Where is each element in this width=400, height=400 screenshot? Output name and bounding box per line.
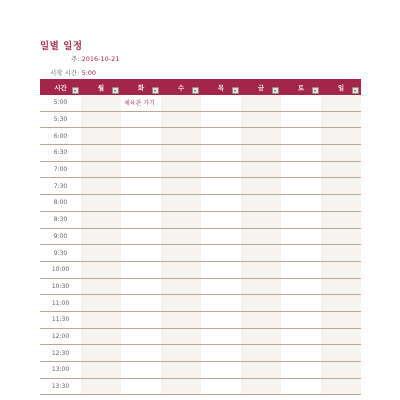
schedule-cell[interactable] [281,328,321,345]
schedule-cell[interactable] [281,195,321,212]
schedule-cell[interactable] [321,378,361,395]
time-cell: 5:30 [40,111,81,128]
start-time-value[interactable]: 5:00 [81,69,97,77]
dropdown-arrow-icon[interactable] [232,87,239,94]
schedule-cell[interactable] [81,362,121,379]
schedule-cell[interactable] [321,228,361,245]
schedule-cell[interactable] [121,178,161,195]
schedule-cell[interactable] [161,145,201,162]
time-cell: 13:30 [40,378,81,395]
schedule-cell[interactable] [81,345,121,362]
time-cell: 9:00 [40,228,81,245]
schedule-cell[interactable] [81,261,121,278]
schedule-cell[interactable] [161,261,201,278]
schedule-cell[interactable] [281,161,321,178]
schedule-cell[interactable] [81,328,121,345]
table-row [40,211,361,228]
schedule-cell[interactable] [201,128,241,145]
time-cell: 6:00 [40,128,81,145]
start-time-label: 시작 시간: [50,69,80,77]
schedule-cell[interactable] [241,195,281,212]
table-row [40,295,361,312]
schedule-cell[interactable] [201,245,241,262]
schedule-cell[interactable] [81,178,121,195]
schedule-cell[interactable] [161,345,201,362]
column-header-day[interactable] [281,79,321,95]
schedule-cell[interactable] [121,128,161,145]
column-header-label: 목 [217,83,225,92]
schedule-cell[interactable] [81,228,121,245]
table-row [40,278,361,295]
column-header-day[interactable] [321,79,361,95]
column-header-label: 화 [137,83,145,92]
schedule-cell[interactable] [281,245,321,262]
schedule-cell[interactable] [201,111,241,128]
table-row [40,228,361,245]
time-cell: 6:30 [40,145,81,162]
schedule-cell[interactable] [241,261,281,278]
schedule-cell[interactable] [241,245,281,262]
time-cell: 12:30 [40,345,81,362]
schedule-cell[interactable] [121,95,161,111]
time-cell: 10:30 [40,278,81,295]
time-cell: 13:00 [40,362,81,379]
schedule-cell[interactable] [81,195,121,212]
schedule-cell[interactable] [161,195,201,212]
event-text: 체육관 가기 [124,100,155,108]
table-row [40,345,361,362]
column-header-label: 월 [97,83,105,92]
schedule-cell[interactable] [281,95,321,111]
schedule-cell[interactable] [321,111,361,128]
column-header-day[interactable] [161,79,201,95]
schedule-cell[interactable] [81,161,121,178]
schedule-cell[interactable] [161,211,201,228]
start-time-row [50,68,96,77]
schedule-cell[interactable] [321,211,361,228]
schedule-body [40,95,361,395]
table-row [40,95,361,111]
schedule-cell[interactable] [281,145,321,162]
schedule-cell[interactable] [161,328,201,345]
schedule-cell[interactable] [321,95,361,111]
schedule-cell[interactable] [321,328,361,345]
schedule-cell[interactable] [241,128,281,145]
dropdown-arrow-icon[interactable] [272,87,279,94]
schedule-cell[interactable] [241,295,281,312]
dropdown-arrow-icon[interactable] [152,87,159,94]
table-row [40,378,361,395]
table-row [40,111,361,128]
schedule-cell[interactable] [201,211,241,228]
schedule-cell[interactable] [321,245,361,262]
time-cell: 12:00 [40,328,81,345]
schedule-cell[interactable] [281,295,321,312]
table-row [40,328,361,345]
schedule-cell[interactable] [201,295,241,312]
schedule-cell[interactable] [321,295,361,312]
schedule-cell[interactable] [201,145,241,162]
schedule-cell[interactable] [81,145,121,162]
schedule-cell[interactable] [281,261,321,278]
schedule-cell[interactable] [161,128,201,145]
column-header-day[interactable] [121,79,161,95]
schedule-cell[interactable] [121,378,161,395]
column-header-label: 수 [177,83,185,92]
dropdown-arrow-icon[interactable] [72,87,79,94]
schedule-cell[interactable] [201,278,241,295]
table-row [40,195,361,212]
week-value[interactable]: 2016-10-21 [81,55,120,63]
schedule-cell[interactable] [161,311,201,328]
schedule-cell[interactable] [161,295,201,312]
schedule-cell[interactable] [121,311,161,328]
column-header-label: 금 [257,83,265,92]
schedule-cell[interactable] [281,378,321,395]
schedule-cell[interactable] [161,95,201,111]
time-cell: 5:00 [40,95,81,111]
time-cell: 9:30 [40,245,81,262]
schedule-cell[interactable] [241,362,281,379]
schedule-cell[interactable] [281,178,321,195]
schedule-cell[interactable] [241,378,281,395]
schedule-cell[interactable] [121,278,161,295]
table-row [40,145,361,162]
schedule-cell[interactable] [241,145,281,162]
schedule-table [40,79,361,395]
table-row [40,261,361,278]
schedule-cell[interactable] [281,128,321,145]
schedule-cell[interactable] [121,362,161,379]
schedule-cell[interactable] [121,211,161,228]
schedule-cell[interactable] [121,195,161,212]
schedule-cell[interactable] [161,178,201,195]
schedule-cell[interactable] [281,211,321,228]
schedule-cell[interactable] [81,278,121,295]
column-header-day[interactable] [201,79,241,95]
schedule-cell[interactable] [321,261,361,278]
schedule-cell[interactable] [81,211,121,228]
schedule-cell[interactable] [321,145,361,162]
week-row [71,54,119,63]
table-row [40,161,361,178]
schedule-cell[interactable] [201,328,241,345]
schedule-cell[interactable] [161,378,201,395]
dropdown-arrow-icon[interactable] [352,87,359,94]
time-cell: 7:30 [40,178,81,195]
dropdown-arrow-icon[interactable] [112,87,119,94]
schedule-cell[interactable] [201,345,241,362]
time-cell: 10:00 [40,261,81,278]
schedule-cell[interactable] [121,295,161,312]
schedule-cell[interactable] [121,111,161,128]
schedule-cell[interactable] [201,362,241,379]
schedule-cell[interactable] [321,311,361,328]
schedule-cell[interactable] [81,128,121,145]
table-row [40,245,361,262]
schedule-cell[interactable] [201,161,241,178]
schedule-cell[interactable] [201,311,241,328]
column-header-label: 일 [337,83,345,92]
table-row [40,178,361,195]
schedule-cell[interactable] [321,195,361,212]
schedule-cell[interactable] [281,362,321,379]
schedule-cell[interactable] [201,95,241,111]
column-header-day[interactable] [81,79,121,95]
week-label: 주: [71,55,80,63]
dropdown-arrow-icon[interactable] [312,87,319,94]
schedule-cell[interactable] [81,95,121,111]
dropdown-arrow-icon[interactable] [192,87,199,94]
schedule-cell[interactable] [121,161,161,178]
schedule-cell[interactable] [161,161,201,178]
column-header-label: 토 [297,83,305,92]
schedule-cell[interactable] [241,178,281,195]
schedule-cell[interactable] [161,362,201,379]
schedule-cell[interactable] [241,311,281,328]
column-header-time[interactable] [40,79,81,95]
schedule-cell[interactable] [281,228,321,245]
table-row [40,362,361,379]
schedule-cell[interactable] [241,211,281,228]
schedule-cell[interactable] [81,111,121,128]
schedule-cell[interactable] [201,261,241,278]
schedule-cell[interactable] [161,228,201,245]
schedule-cell[interactable] [201,228,241,245]
time-cell: 8:00 [40,195,81,212]
schedule-cell[interactable] [241,328,281,345]
schedule-cell[interactable] [321,362,361,379]
schedule-cell[interactable] [81,311,121,328]
schedule-cell[interactable] [321,278,361,295]
schedule-cell[interactable] [241,278,281,295]
schedule-cell[interactable] [321,161,361,178]
schedule-cell[interactable] [201,378,241,395]
schedule-cell[interactable] [241,111,281,128]
schedule-cell[interactable] [161,278,201,295]
schedule-cell[interactable] [81,295,121,312]
schedule-cell[interactable] [121,145,161,162]
schedule-title: 일별 일정 [40,41,83,52]
schedule-cell[interactable] [281,345,321,362]
schedule-cell[interactable] [121,245,161,262]
table-row [40,311,361,328]
schedule-cell[interactable] [281,111,321,128]
schedule-cell[interactable] [201,178,241,195]
schedule-cell[interactable] [281,311,321,328]
time-cell: 11:00 [40,295,81,312]
schedule-cell[interactable] [161,111,201,128]
schedule-cell[interactable] [81,245,121,262]
schedule-cell[interactable] [121,261,161,278]
schedule-cell[interactable] [121,228,161,245]
time-cell: 8:30 [40,211,81,228]
schedule-cell[interactable] [121,328,161,345]
schedule-cell[interactable] [281,278,321,295]
schedule-cell[interactable] [321,345,361,362]
column-header-day[interactable] [241,79,281,95]
time-cell: 11:30 [40,311,81,328]
schedule-cell[interactable] [81,378,121,395]
schedule-cell[interactable] [321,128,361,145]
header-row [40,79,361,95]
schedule-cell[interactable] [241,345,281,362]
time-cell: 7:00 [40,161,81,178]
table-row [40,128,361,145]
schedule-cell[interactable] [121,345,161,362]
schedule-cell[interactable] [241,161,281,178]
schedule-cell[interactable] [241,95,281,111]
schedule-cell[interactable] [241,228,281,245]
schedule-cell[interactable] [161,245,201,262]
column-header-label: 시간 [54,83,67,92]
schedule-cell[interactable] [201,195,241,212]
schedule-cell[interactable] [321,178,361,195]
